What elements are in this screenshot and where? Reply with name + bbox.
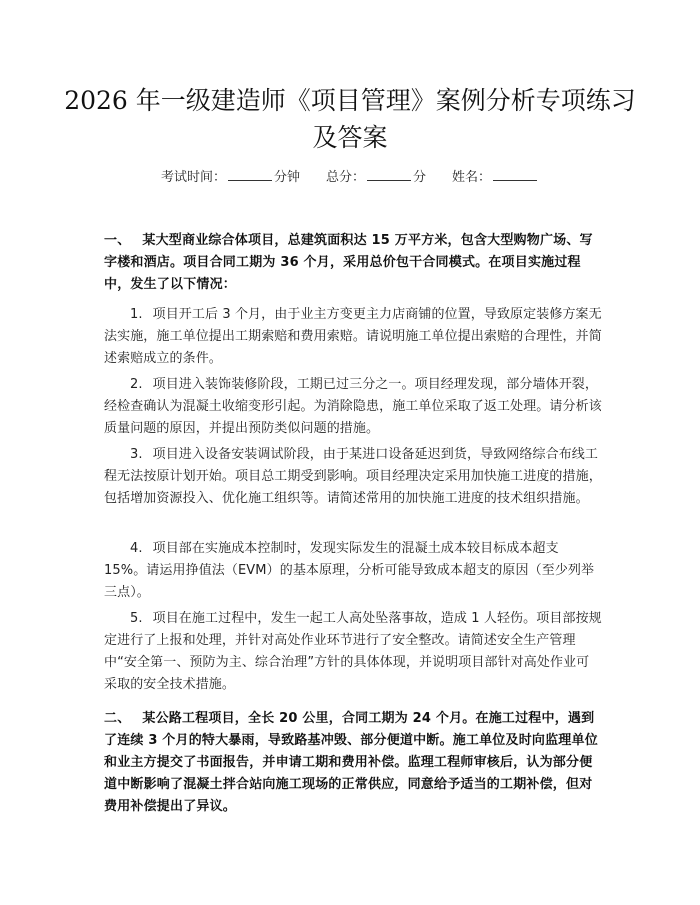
question-item — [104, 538, 602, 604]
question-number: 5. — [130, 611, 143, 626]
question-item — [104, 304, 602, 370]
question-number: 4. — [130, 541, 143, 556]
question-text: 项目在施工过程中，发生一起工人高处坠落事故，造成 1 人轻伤。项目部按规定进行了上报和处理，并针对高处作业环节进行了安全整改。请简述安全生产管理中“安全第一、预防为主、综合治理”方针的具体体现，并说明项目部针对高处作业可采取的安全技术措施。 — [104, 611, 602, 692]
score-blank — [367, 168, 411, 181]
section-text: 某公路工程项目，全长 20 公里，合同工期为 24 个月。在施工过程中，遇到了连续 3 个月的特大暴雨，导致路基冲毁、部分便道中断。施工单位及时向监理单位和业主方提交了书面报告，并申请工期和费用补偿。监理工程师审核后，认为部分便道中断影响了混凝土拌合站向施工现场的正常供应，同意给予适当的工期补偿，但对费用补偿提出了异议。 — [104, 711, 598, 814]
question-number: 2. — [130, 377, 143, 392]
page-title: 2026 年一级建造师《项目管理》案例分析专项练习及答案 — [64, 86, 636, 152]
score-label: 总分： — [325, 170, 365, 185]
section-heading — [104, 708, 604, 818]
name-blank — [493, 168, 537, 181]
question-text: 项目开工后 3 个月，由于业主方变更主力店商铺的位置，导致原定装修方案无法实施，施工单位提出工期索赔和费用索赔。请说明施工单位提出索赔的合理性，并简述索赔成立的条件。 — [104, 307, 602, 366]
time-blank — [228, 168, 272, 181]
question-text: 项目部在实施成本控制时，发现实际发生的混凝土成本较目标成本超支 15%。请运用挣值法（EVM）的基本原理，分析可能导致成本超支的原因（至少列举三点）。 — [104, 541, 595, 600]
section-heading — [104, 230, 604, 296]
name-label: 姓名： — [452, 170, 492, 185]
question-number: 3. — [130, 447, 143, 462]
question-text: 项目进入装饰装修阶段，工期已过三分之一。项目经理发现，部分墙体开裂，经检查确认为混凝土收缩变形引起。为消除隐患，施工单位采取了返工处理。请分析该质量问题的原因，并提出预防类似问题的措施。 — [104, 377, 602, 436]
section-text: 某大型商业综合体项目，总建筑面积达 15 万平方米，包含大型购物广场、写字楼和酒店。项目合同工期为 36 个月，采用总价包干合同模式。在项目实施过程中，发生了以下情况： — [104, 233, 593, 292]
section-number: 一、 — [104, 233, 131, 248]
time-unit: 分钟 — [273, 170, 300, 185]
question-text: 项目进入设备安装调试阶段，由于某进口设备延迟到货，导致网络综合布线工程无法按原计划开始。项目总工期受到影响。项目经理决定采用加快施工进度的措施，包括增加资源投入、优化施工组织等。请简述常用的加快施工进度的技术组织措施。 — [104, 447, 602, 506]
time-label: 考试时间： — [160, 170, 226, 185]
question-number: 1. — [130, 307, 143, 322]
question-item — [104, 608, 602, 696]
score-unit: 分 — [413, 170, 427, 185]
question-item — [104, 444, 602, 510]
exam-meta — [0, 168, 700, 188]
section-number: 二、 — [104, 711, 131, 726]
question-item — [104, 374, 602, 440]
